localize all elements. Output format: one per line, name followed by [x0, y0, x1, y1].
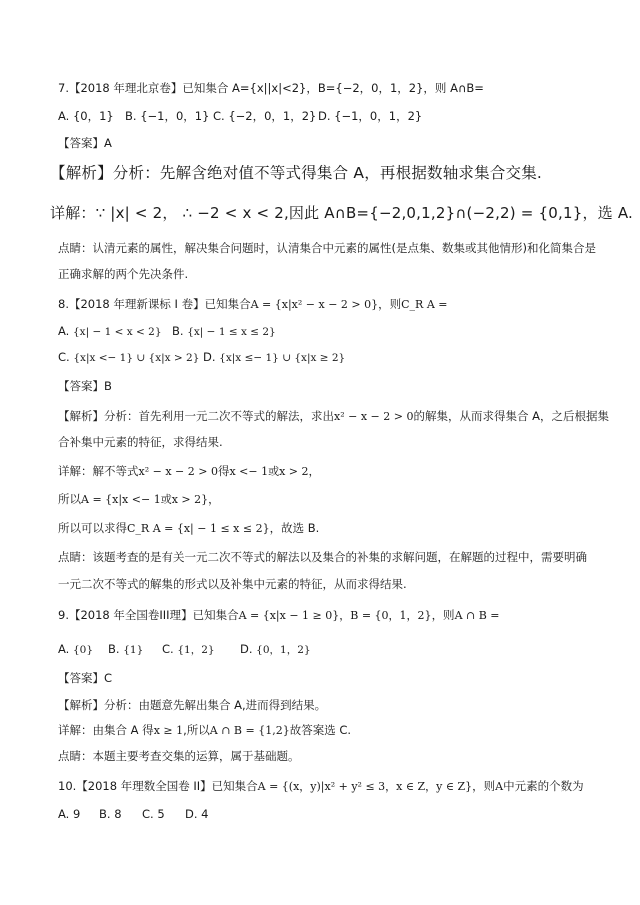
q8-option-d-text: {x|x ≤− 1} ∪ {x|x ≥ 2}	[219, 352, 346, 364]
q7-question: 7.【2018 年理北京卷】已知集合 A={x||x|<2}，B={−2，0，1，2}，则 A∩B=	[58, 81, 484, 95]
q9-option-c-label: C.	[162, 642, 174, 656]
q9-option-d	[240, 641, 311, 658]
q9-option-d-label: D.	[240, 642, 253, 656]
q8-option-b	[172, 323, 276, 340]
q8-option-a-text: {x| − 1 < x < 2}	[72, 326, 162, 338]
q9-answer: 【答案】C	[58, 671, 113, 685]
q8-analysis-1a: 【解析】分析：首先利用一元二次不等式的解法，求出	[58, 409, 334, 423]
q10-option-b: B. 8	[99, 807, 122, 821]
q8-question	[58, 296, 600, 313]
q8-detail-2a: 所以	[58, 492, 81, 506]
q9-detail-c: 故答案选 C.	[289, 723, 352, 737]
q9-option-b-label: B.	[108, 642, 120, 656]
q8-analysis-line2: 合补集中元素的特征，求得结果.	[58, 435, 223, 449]
q9-option-c	[162, 641, 215, 658]
q8-detail-3m: C_R A = {x| − 1 ≤ x ≤ 2}	[127, 522, 270, 535]
q8-detail-line1	[58, 463, 600, 480]
q10-question	[58, 778, 600, 795]
q8-option-d	[203, 349, 345, 366]
q7-analysis: 【解析】分析：先解含绝对值不等式得集合 A，再根据数轴求集合交集.	[50, 164, 543, 182]
q7-detail: 详解：∵ |x| < 2， ∴ −2 < x < 2,因此 A∩B={−2,0,1,2}∩(−2,2) = {0,1}，选 A.	[50, 204, 634, 222]
q9-detail	[58, 722, 600, 739]
q9-question-a: A = {x|x − 1 ≥ 0}	[238, 609, 340, 622]
q8-question-set: A = {x|x² − x − 2 > 0}	[250, 298, 379, 311]
q8-analysis-1m: x² − x − 2 > 0	[334, 410, 414, 423]
q8-detail-line3	[58, 520, 600, 537]
q8-detail-2m: A = {x|x <− 1或x > 2}	[81, 493, 209, 506]
q8-detail-1a: 详解：解不等式	[58, 464, 139, 478]
q8-option-b-text: {x| − 1 ≤ x ≤ 2}	[187, 326, 276, 338]
q7-comment-line1: 点睛：认清元素的属性，解决集合问题时，认清集合中元素的属性(是点集、数集或其他情形)和化简集合是	[58, 241, 596, 255]
q10-question-suffix: 中元素的个数为	[503, 779, 584, 793]
q8-detail-3a: 所以可以求得	[58, 521, 127, 535]
q8-detail-1m: x² − x − 2 > 0	[138, 465, 218, 478]
q8-question-prefix: 8.【2018 年理新课标 I 卷】已知集合	[58, 297, 251, 311]
q8-analysis-1b: 的解集，从而求得集合 A，之后根据集	[413, 409, 609, 423]
q9-question-expr: A ∩ B =	[454, 609, 500, 622]
q8-detail-1d: ，	[308, 464, 320, 478]
q9-detail-m1: x ≥ 1	[153, 724, 184, 737]
q9-option-b-text: {1}	[123, 644, 144, 656]
q9-comment: 点睛：本题主要考查交集的运算，属于基础题。	[58, 749, 300, 763]
q8-question-expr: C_R A =	[401, 298, 448, 311]
q10-question-prefix: 10.【2018 年理数全国卷 II】已知集合	[58, 779, 258, 793]
q9-option-b	[108, 641, 143, 658]
q8-detail-3b: ，故选 B.	[269, 521, 320, 535]
q8-option-a	[58, 323, 162, 340]
q7-option-b: B. {−1，0，1}	[125, 109, 210, 123]
q8-comment-line1: 点睛：该题考查的是有关一元二次不等式的解法以及集合的补集的求解问题，在解题的过程中，需要明确	[58, 550, 587, 564]
q7-comment-line2: 正确求解的两个先决条件.	[58, 267, 189, 281]
q9-option-a-label: A.	[58, 642, 70, 656]
q8-option-c-label: C.	[58, 350, 70, 364]
q8-question-mid: ，则	[378, 297, 402, 311]
q8-analysis-line1	[58, 408, 609, 425]
q9-option-c-text: {1，2}	[177, 644, 215, 656]
q8-detail-1c: x <− 1或x > 2	[229, 465, 309, 478]
q9-detail-m2: A ∩ B = {1,2}	[209, 724, 290, 737]
q9-detail-b: ,所以	[183, 723, 210, 737]
q9-question-b: ，B = {0，1，2}	[339, 609, 432, 622]
q9-question	[58, 607, 600, 624]
q8-detail-1b: 得	[217, 464, 230, 478]
q8-answer: 【答案】B	[58, 379, 112, 393]
q7-option-d: D. {−1，0，1，2}	[318, 109, 423, 123]
q9-question-mid: ，则	[431, 608, 455, 622]
q8-option-c	[58, 349, 199, 366]
q7-option-c: C. {−2，0，1，2}	[213, 109, 317, 123]
q8-option-d-label: D.	[203, 350, 216, 364]
q7-option-a: A. {0，1}	[58, 109, 114, 123]
q8-option-b-label: B.	[172, 324, 184, 338]
q8-comment-line2: 一元二次不等式的解集的形式以及补集中元素的特征，从而求得结果.	[58, 577, 407, 591]
q8-detail-2b: ，	[208, 492, 220, 506]
q9-option-a	[58, 641, 93, 658]
q8-option-c-text: {x|x <− 1} ∪ {x|x > 2}	[73, 352, 200, 364]
q9-option-d-text: {0，1，2}	[256, 644, 311, 656]
q9-question-prefix: 9.【2018 年全国卷III理】已知集合	[58, 608, 239, 622]
q9-detail-a: 详解：由集合 A 得	[58, 723, 154, 737]
q10-option-a: A. 9	[58, 807, 81, 821]
q9-option-a-text: {0}	[72, 644, 94, 656]
q10-question-var: A	[495, 780, 504, 793]
q9-analysis: 【解析】分析：由题意先解出集合 A,进而得到结果。	[58, 698, 327, 712]
q10-option-c: C. 5	[142, 807, 165, 821]
q10-question-set: A = {(x，y)|x² + y² ≤ 3，x ∈ Z，y ∈ Z}	[257, 780, 473, 793]
q8-detail-line2	[58, 491, 600, 508]
q10-question-mid: ，则	[472, 779, 496, 793]
q8-option-a-label: A.	[58, 324, 70, 338]
q7-answer: 【答案】A	[58, 136, 112, 150]
q10-option-d: D. 4	[185, 807, 209, 821]
